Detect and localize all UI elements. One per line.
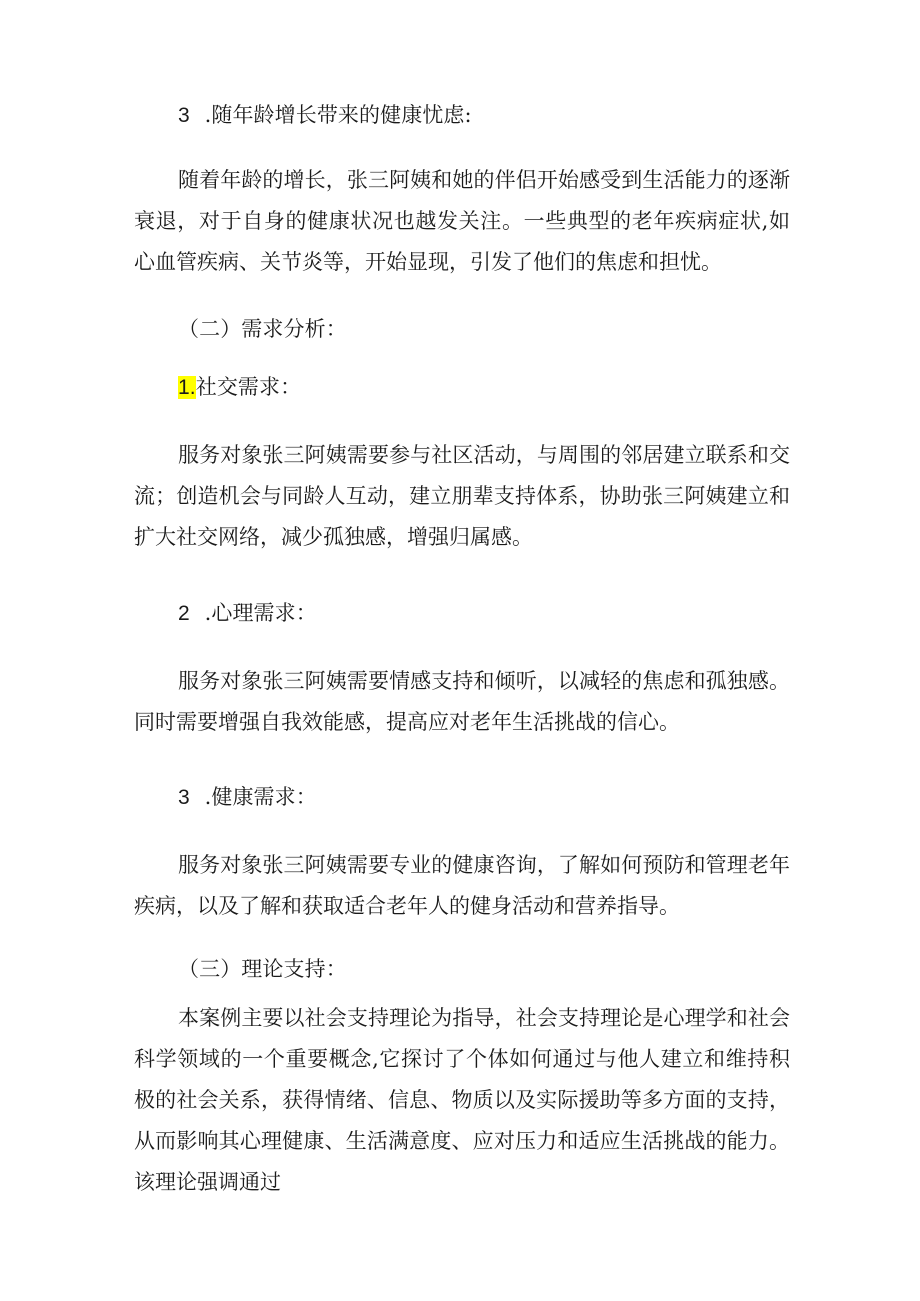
paragraph-psychological-needs: 服务对象张三阿姨需要情感支持和倾听，以减轻的焦虑和孤独感。同时需要增强自我效能感，提高应对老年生活挑战的信心。 [134, 669, 790, 734]
subheading-social-needs [178, 373, 301, 402]
section-heading-theory-support: （三）理论支持： [178, 957, 347, 981]
subheading-title: .健康需求： [204, 785, 317, 809]
heading-title: .随年龄增长带来的健康忧虑: [204, 103, 472, 127]
subheading-number: 3 [178, 786, 190, 809]
heading-number: 3 [178, 104, 190, 127]
subheading-number: 2 [178, 602, 190, 625]
paragraph-social-needs: 服务对象张三阿姨需要参与社区活动，与周围的邻居建立联系和交流；创造机会与同龄人互动，建立朋辈支持体系，协助张三阿姨建立和扩大社交网络，减少孤独感，增强归属感。 [134, 443, 790, 549]
subheading-health-needs [178, 783, 317, 812]
section-heading-needs-analysis: （二）需求分析： [178, 317, 347, 341]
paragraph-theory-support: 本案例主要以社会支持理论为指导，社会支持理论是心理学和社会科学领域的一个重要概念,它探讨了个体如何通过与他人建立和维持积极的社会关系，获得情绪、信息、物质以及实际援助等多方面的支持，从而影响其心理健康、生活满意度、应对压力和适应生活挑战的能力。该理论强调通过 [134, 1006, 790, 1194]
subheading-title: .心理需求： [204, 601, 317, 625]
subheading-title: 社交需求： [195, 375, 302, 399]
section-heading-health-worries [178, 101, 472, 130]
paragraph-health-worries: 随着年龄的增长，张三阿姨和她的伴侣开始感受到生活能力的逐渐衰退，对于自身的健康状况也越发关注。一些典型的老年疾病症状,如心血管疾病、关节炎等，开始显现，引发了他们的焦虑和担忧。 [134, 168, 790, 274]
highlighted-number: 1. [178, 376, 196, 399]
subheading-psychological-needs [178, 599, 317, 628]
paragraph-health-needs: 服务对象张三阿姨需要专业的健康咨询，了解如何预防和管理老年疾病，以及了解和获取适合老年人的健身活动和营养指导。 [134, 853, 790, 918]
